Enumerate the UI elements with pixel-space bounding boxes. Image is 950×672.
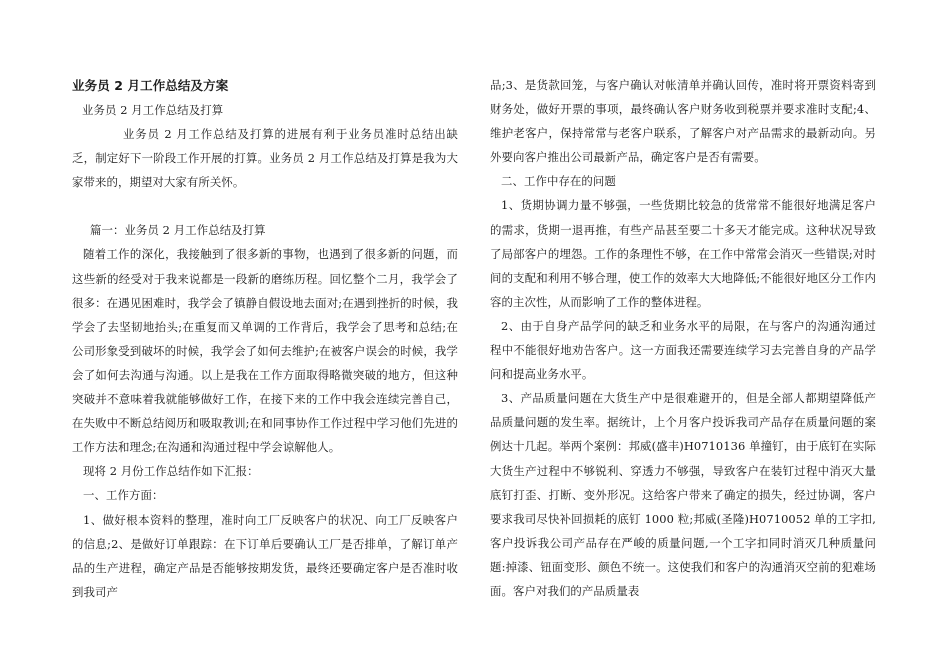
body-paragraph: 随着工作的深化，我接触到了很多新的事物，也遇到了很多新的问题，而这些新的经受对于我来说都是一段新的磨练历程。回忆整个二月，我学会了很多：在遇见困难时，我学会了镇静自假设地去面对;在遇到挫折的时候，我学会了去坚韧地抬头;在重复而又单调的工作背后，我学会了思考和总结;在公司形象受到破坏的时候，我学会了如何去维护;在被客户误会的时候，我学会了如何去沟通与沟通。以上是我在工作方面取得略微突破的地方，但这种突破并不意味着我就能够做好工作，在接下来的工作中我会连续完善自己，在失败中不断总结阅历和吸取教训;在和同事协作工作过程中学习他们先进的工作方法和理念;在沟通和沟通过程中学会谅解他人。: [72, 247, 458, 455]
section-title: 篇一：业务员 2 月工作总结及打算: [90, 223, 266, 238]
spacer: [72, 194, 458, 218]
problem-paragraph-2: 2、由于自身产品学问的缺乏和业务水平的局限，在与客户的沟通沟通过程中不能很好地劝告客户。这一方面我还需要连续学习去完善自身的产品学问和提高业务水平。: [490, 318, 876, 382]
problem-paragraph-1: 1、货期协调力量不够强，一些货期比较急的货常常不能很好地满足客户的需求，货期一退再推，有些产品甚至要二十多天才能完成。这种状况导致了局部客户的埋怨。工作的条理性不够，在工作中常常会消灭一些错误;对时间的支配和利用不够合理，使工作的效率大大地降低;不能很好地区分工作内容的主次性，从而影响了工作的整体进程。: [490, 198, 876, 309]
document-title: 业务员 2 月工作总结及方案: [72, 78, 229, 93]
heading-problems: 二、工作中存在的问题: [501, 174, 616, 189]
work-paragraph-part1: 1、做好根本资料的整理，准时向工厂反映客户的状况、向工厂反映客户的信息;2、是做好订单跟踪：在下订单后要确认工厂是否排单，了解订单产品的生产进程，确定产品是否能够按期发货，最终还要确定客户是否准时收到我司产: [72, 512, 458, 599]
right-column: [490, 73, 876, 603]
work-paragraph-part2: 品;3、是货款回笼，与客户确认对帐清单并确认回传，准时将开票资料寄到财务处，做好开票的事项，最终确认客户财务收到税票并要求准时支配;4、维护老客户，保持常常与老客户联系，了解客户对产品需求的最新动向。另外要向客户推出公司最新产品，确定客户是否有需要。: [490, 78, 876, 165]
heading-work: 一、工作方面：: [83, 488, 164, 503]
left-column: [72, 70, 458, 604]
document-subtitle: 业务员 2 月工作总结及打算: [82, 103, 224, 117]
intro-paragraph: 业务员 2 月工作总结及打算的进展有利于业务员准时总结出缺乏，制定好下一阶段工作开展的打算。业务员 2 月工作总结及打算是我为大家带来的，期望对大家有所关怀。: [72, 127, 458, 190]
problem-paragraph-3: 3、产品质量问题在大货生产中是很难避开的，但是全部人都期望降低产品质量问题的发生率。据统计，上个月客户投诉我司产品存在质量问题的案例达十几起。举两个案例：邦威(盛丰)H0710136 单撞钉，由于底钉在实际大货生产过程中不够锐利、穿透力不够强，导致客户在装钉过程中消灭大量底钉打歪、打断、变外形况。这给客户带来了确定的损失，经过协调，客户要求我司尽快补回损耗的底钉 1000 粒;邦威(圣隆)H0710052 单的工字扣,客户投诉我公司产品存在严峻的质量问题,一个工字扣同时消灭几种质量问题:掉漆、钮面变形、颜色不统一。这使我们和客户的沟通消灭空前的犯难场面。客户对我们的产品质量表: [490, 391, 876, 598]
report-intro: 现将 2 月份工作总结作如下汇报：: [83, 464, 259, 479]
